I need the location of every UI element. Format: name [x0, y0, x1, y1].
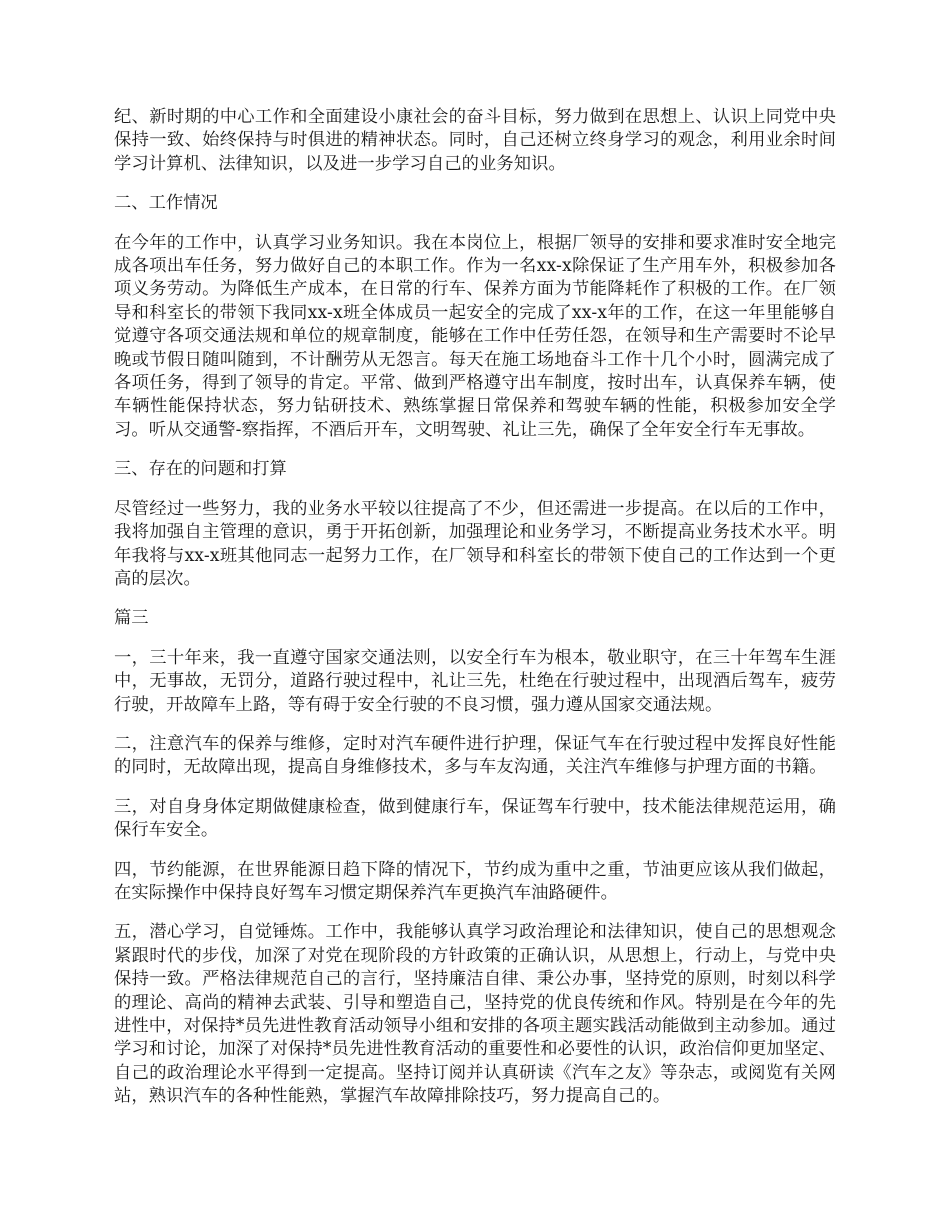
paragraph-point-three: 三，对自身身体定期做健康检查，做到健康行车，保证驾车行驶中，技术能法律规范运用，确保行车安全。 [114, 796, 836, 841]
paragraph-point-one: 一，三十年来，我一直遵守国家交通法则，以安全行车为根本，敬业职守，在三十年驾车生涯中，无事故，无罚分，道路行驶过程中，礼让三先，杜绝在行驶过程中，出现酒后驾车，疲劳行驶，开故障车上路，等有碍于安全行驶的不良习惯，强力遵从国家交通法规。 [114, 647, 836, 715]
section-heading-part-three: 篇三 [114, 608, 149, 629]
paragraph-point-four: 四，节约能源，在世界能源日趋下降的情况下，节约成为重中之重，节油更应该从我们做起，在实际操作中保持良好驾车习惯定期保养汽车更换汽车油路硬件。 [114, 859, 836, 903]
paragraph-problems-plans: 尽管经过一些努力，我的业务水平较以往提高了不少，但还需进一步提高。在以后的工作中，我将加强自主管理的意识，勇于开拓创新，加强理论和业务学习，不断提高业务技术水平。明年我将与xx-x班其他同志一起努力工作，在厂领导和科室长的带领下使自己的工作达到一个更高的层次。 [114, 498, 836, 589]
paragraph-intro: 纪、新时期的中心工作和全面建设小康社会的奋斗目标，努力做到在思想上、认识上同党中央保持一致、始终保持与时俱进的精神状态。同时，自己还树立终身学习的观念，利用业余时间学习计算机、法律知识，以及进一步学习自己的业务知识。 [114, 107, 836, 174]
paragraph-work-status: 在今年的工作中，认真学习业务知识。我在本岗位上，根据厂领导的安排和要求准时安全地完成各项出车任务，努力做好自己的本职工作。作为一名xx-x除保证了生产用车外，积极参加各项义务劳动。为降低生产成本，在日常的行车、保养方面为节能降耗作了积极的工作。在厂领导和科室长的带领下我同xx-x班全体成员一起安全的完成了xx-x年的工作，在这一年里能够自觉遵守各项交通法规和单位的规章制度，能够在工作中任劳任怨，在领导和生产需要时不论早晚或节假日随叫随到，不计酬劳从无怨言。每天在施工场地奋斗工作十几个小时，圆满完成了各项任务，得到了领导的肯定。平常、做到严格遵守出车制度，按时出车，认真保养车辆，使车辆性能保持状态，努力钻研技术、熟练掌握日常保养和驾驶车辆的性能，积极参加安全学习。听从交通警-察指挥，不酒后开车，文明驾驶、礼让三先，确保了全年安全行车无事故。 [114, 232, 836, 440]
paragraph-point-two: 二，注意汽车的保养与维修，定时对汽车硬件进行护理，保证气车在行驶过程中发挥良好性能的同时，无故障出现，提高自身维修技术，多与车友沟通，关注汽车维修与护理方面的书籍。 [114, 733, 836, 778]
section-heading-problems-plans: 三、存在的问题和打算 [114, 459, 287, 480]
paragraph-point-five: 五，潜心学习，自觉锤炼。工作中，我能够认真学习政治理论和法律知识，使自己的思想观念紧跟时代的步伐，加深了对党在现阶段的方针政策的正确认识，从思想上，行动上，与党中央保持一致。严格法律规范自己的言行，坚持廉洁自律、秉公办事，坚持党的原则，时刻以科学的理论、高尚的精神去武装、引导和塑造自己，坚持党的优良传统和作风。特别是在今年的先进性中，对保持*员先进性教育活动领导小组和安排的各项主题实践活动能做到主动参加。通过学习和讨论，加深了对保持*员先进性教育活动的重要性和必要性的认识，政治信仰更加坚定、自己的政治理论水平得到一定提高。坚持订阅并认真研读《汽车之友》等杂志，或阅览有关网站，熟识汽车的各种性能熟，掌握汽车故障排除技巧，努力提高自己的。 [114, 922, 836, 1107]
document-page [114, 106, 836, 1125]
section-heading-work-status: 二、工作情况 [114, 193, 218, 214]
